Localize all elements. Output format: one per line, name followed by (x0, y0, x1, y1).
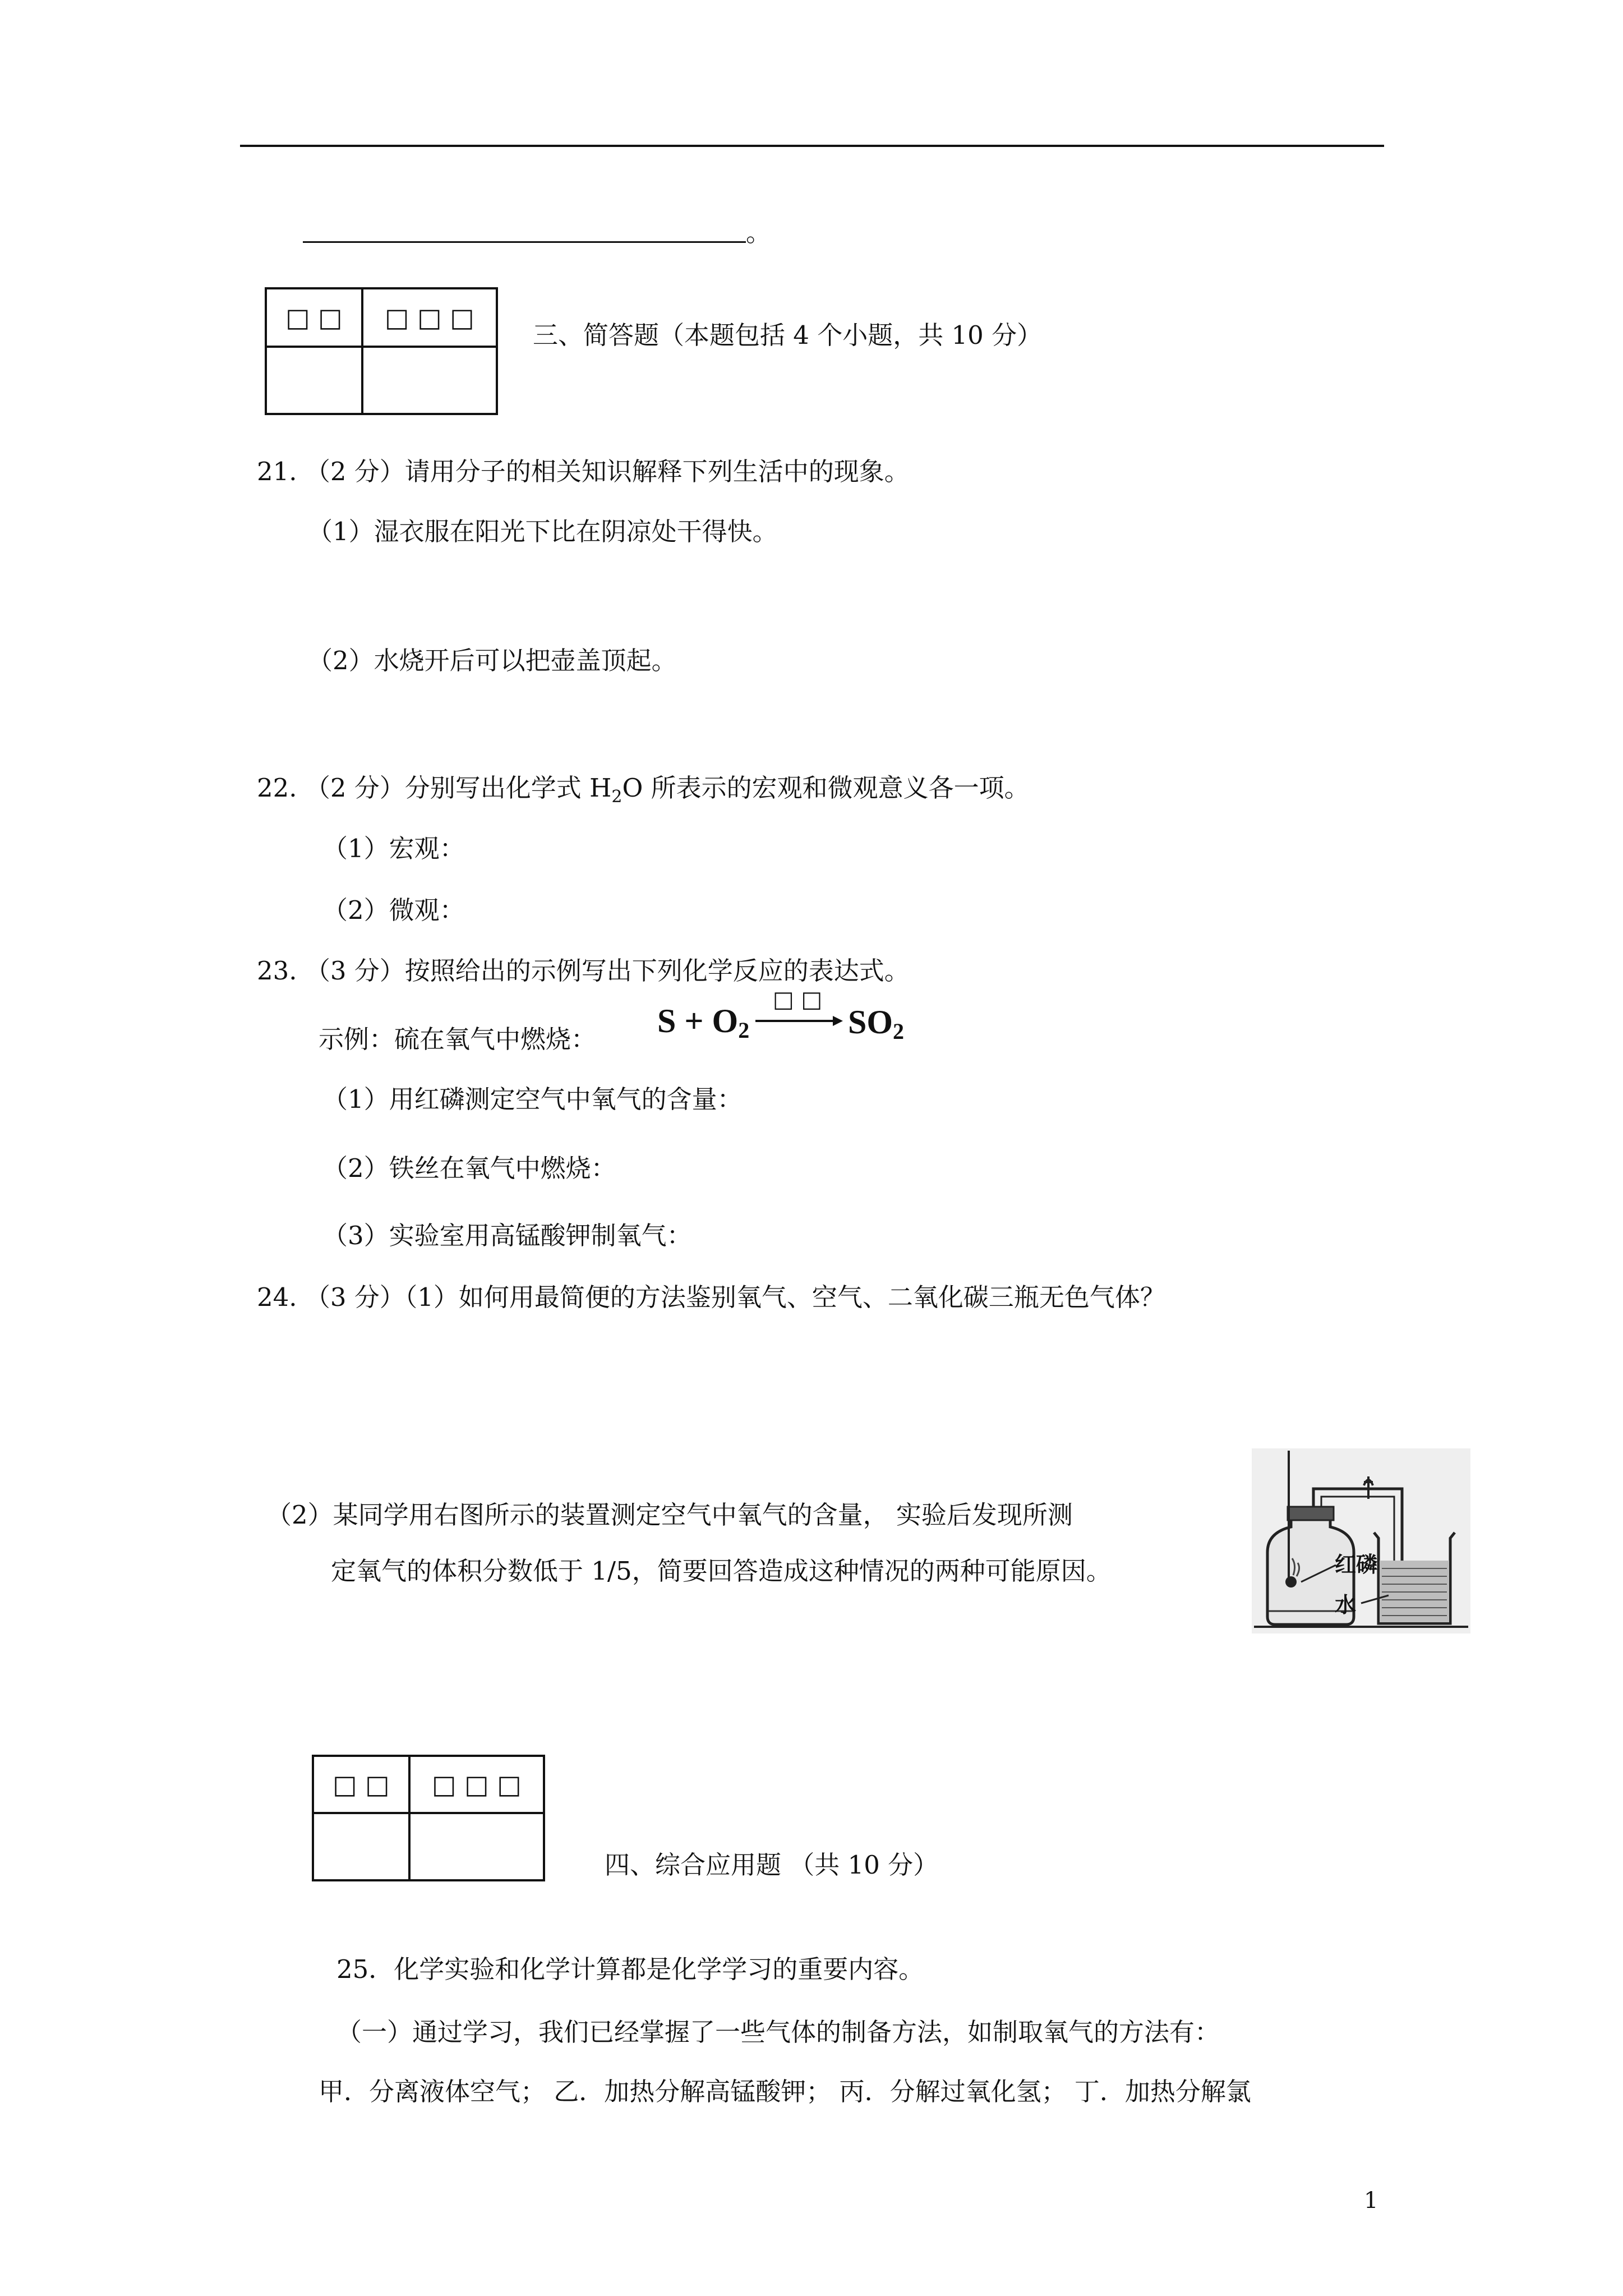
q21-stem: 21. （2 分）请用分子的相关知识解释下列生活中的现象。 (257, 457, 910, 486)
answer-blank-line (303, 241, 746, 243)
q24-part2-line1: （2）某同学用右图所示的装置测定空气中氧气的含量， 实验后发现所测 (266, 1500, 1073, 1530)
grader-header-cell: □ □ □ (409, 1756, 544, 1813)
q25-stem: 25．化学实验和化学计算都是化学学习的重要内容。 (336, 1954, 924, 1984)
section4-title: 四、综合应用题 （共 10 分） (605, 1850, 939, 1880)
example-equation-lhs (657, 1004, 749, 1042)
section3-title: 三、简答题（本题包括 4 个小题，共 10 分） (533, 320, 1043, 350)
score-entry-cell[interactable] (266, 347, 362, 414)
equation-rhs-text: SO (848, 1004, 893, 1041)
q22-stem-pre: 22. （2 分）分别写出化学式 H (257, 773, 612, 803)
equation-lhs-subscript: 2 (738, 1018, 750, 1043)
section3-score-table (265, 287, 498, 415)
q21-part2: （2）水烧开后可以把壶盖顶起。 (307, 646, 677, 675)
section4-score-table (312, 1755, 545, 1881)
page-number: 1 (1364, 2188, 1378, 2214)
reaction-condition: □ □ (773, 987, 823, 1013)
continuation-suffix: 。 (746, 218, 772, 247)
grader-entry-cell[interactable] (362, 347, 497, 414)
header-rule (240, 145, 1384, 147)
reaction-arrow-icon (754, 1014, 844, 1028)
q23-part3: （3）实验室用高锰酸钾制氧气： (322, 1221, 692, 1250)
score-entry-cell[interactable] (313, 1813, 409, 1880)
q22-stem-post: O 所表示的宏观和微观意义各一项。 (622, 773, 1030, 803)
equation-rhs-subscript: 2 (893, 1019, 905, 1044)
oxygen-measurement-apparatus (1252, 1448, 1470, 1634)
q25-part1: （一）通过学习，我们已经掌握了一些气体的制备方法，如制取氧气的方法有： (336, 2017, 1220, 2047)
q23-part1: （1）用红磷测定空气中氧气的含量： (322, 1084, 743, 1114)
example-equation-rhs (848, 1005, 904, 1043)
equation-lhs-text: S + O (657, 1002, 739, 1039)
q25-part2: 甲．分离液体空气； 乙．加热分解高锰酸钾； 丙．分解过氧化氢； 丁．加热分解氯 (319, 2077, 1251, 2106)
figure-label-water: 水 (1335, 1593, 1357, 1617)
q21-part1: （1）湿衣服在阳光下比在阴凉处干得快。 (307, 517, 778, 546)
q24-stem: 24. （3 分）（1）如何用最简便的方法鉴别氧气、空气、二氧化碳三瓶无色气体？ (257, 1282, 1165, 1312)
q23-example-label: 示例：硫在氧气中燃烧： (319, 1024, 597, 1054)
q22-stem (257, 775, 1030, 806)
q22-stem-subscript: 2 (611, 787, 623, 807)
score-header-cell: □ □ (266, 288, 362, 347)
q23-part2: （2）铁丝在氧气中燃烧： (322, 1153, 616, 1183)
figure-label-phosphorus: 红磷 (1335, 1552, 1378, 1577)
q24-part2-line2: 定氧气的体积分数低于 1/5，简要回答造成这种情况的两种可能原因。 (331, 1556, 1112, 1586)
q23-stem: 23. （3 分）按照给出的示例写出下列化学反应的表达式。 (257, 956, 910, 986)
grader-header-cell: □ □ □ (362, 288, 497, 347)
q22-part1: （1）宏观： (322, 834, 465, 863)
score-header-cell: □ □ (313, 1756, 409, 1813)
grader-entry-cell[interactable] (409, 1813, 544, 1880)
q22-part2: （2）微观： (322, 895, 465, 925)
